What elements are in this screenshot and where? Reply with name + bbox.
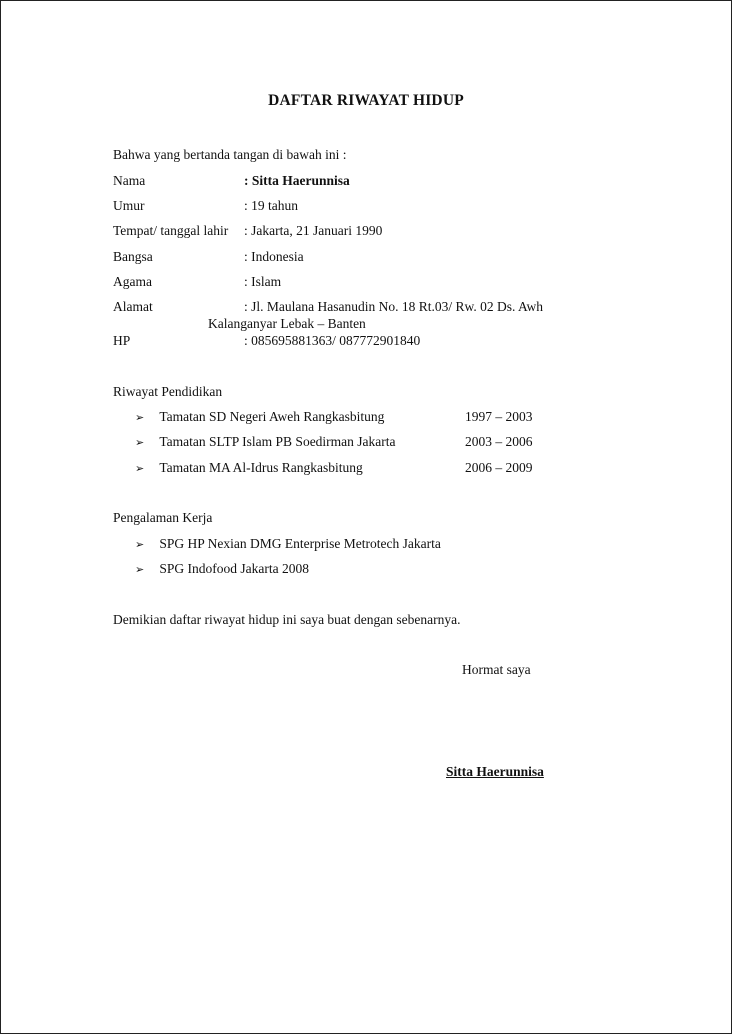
arrow-bullet-icon: ➢ bbox=[135, 563, 145, 576]
experience-heading: Pengalaman Kerja bbox=[113, 510, 213, 525]
value-nama: : Sitta Haerunnisa bbox=[244, 173, 350, 188]
list-item bbox=[135, 536, 441, 553]
value-agama: : Islam bbox=[244, 274, 282, 289]
education-years: 2006 – 2009 bbox=[465, 460, 533, 475]
arrow-bullet-icon: ➢ bbox=[135, 538, 145, 551]
label-nama: Nama bbox=[113, 173, 146, 188]
value-alamat: : Jl. Maulana Hasanudin No. 18 Rt.03/ Rw. 02 Ds. Awh bbox=[244, 299, 543, 314]
label-umur: Umur bbox=[113, 198, 145, 213]
education-heading: Riwayat Pendidikan bbox=[113, 384, 223, 399]
label-agama: Agama bbox=[113, 274, 152, 289]
value-alamat-continued: Kalanganyar Lebak – Banten bbox=[208, 316, 366, 331]
arrow-bullet-icon: ➢ bbox=[135, 462, 145, 475]
label-hp: HP bbox=[113, 333, 131, 348]
label-alamat: Alamat bbox=[113, 299, 153, 314]
document-title: DAFTAR RIWAYAT HIDUP bbox=[268, 92, 464, 109]
signature-name: Sitta Haerunnisa bbox=[446, 764, 544, 779]
arrow-bullet-icon: ➢ bbox=[135, 436, 145, 449]
label-ttl: Tempat/ tanggal lahir bbox=[113, 223, 229, 238]
value-bangsa: : Indonesia bbox=[244, 249, 304, 264]
list-item bbox=[135, 460, 363, 477]
label-bangsa: Bangsa bbox=[113, 249, 153, 264]
education-name: Tamatan SLTP Islam PB Soedirman Jakarta bbox=[159, 434, 396, 449]
value-hp: : 085695881363/ 087772901840 bbox=[244, 333, 421, 348]
education-years: 2003 – 2006 bbox=[465, 434, 533, 449]
intro-text: Bahwa yang bertanda tangan di bawah ini : bbox=[113, 147, 347, 162]
arrow-bullet-icon: ➢ bbox=[135, 411, 145, 424]
salutation: Hormat saya bbox=[462, 662, 531, 677]
closing-statement: Demikian daftar riwayat hidup ini saya buat dengan sebenarnya. bbox=[113, 612, 461, 627]
list-item bbox=[135, 561, 309, 578]
value-umur: : 19 tahun bbox=[244, 198, 298, 213]
list-item bbox=[135, 434, 396, 451]
education-name: Tamatan MA Al-Idrus Rangkasbitung bbox=[159, 460, 363, 475]
value-ttl: : Jakarta, 21 Januari 1990 bbox=[244, 223, 383, 238]
experience-item: SPG HP Nexian DMG Enterprise Metrotech Jakarta bbox=[159, 536, 441, 551]
education-name: Tamatan SD Negeri Aweh Rangkasbitung bbox=[159, 409, 385, 424]
experience-item: SPG Indofood Jakarta 2008 bbox=[159, 561, 309, 576]
list-item bbox=[135, 409, 384, 426]
education-years: 1997 – 2003 bbox=[465, 409, 533, 424]
